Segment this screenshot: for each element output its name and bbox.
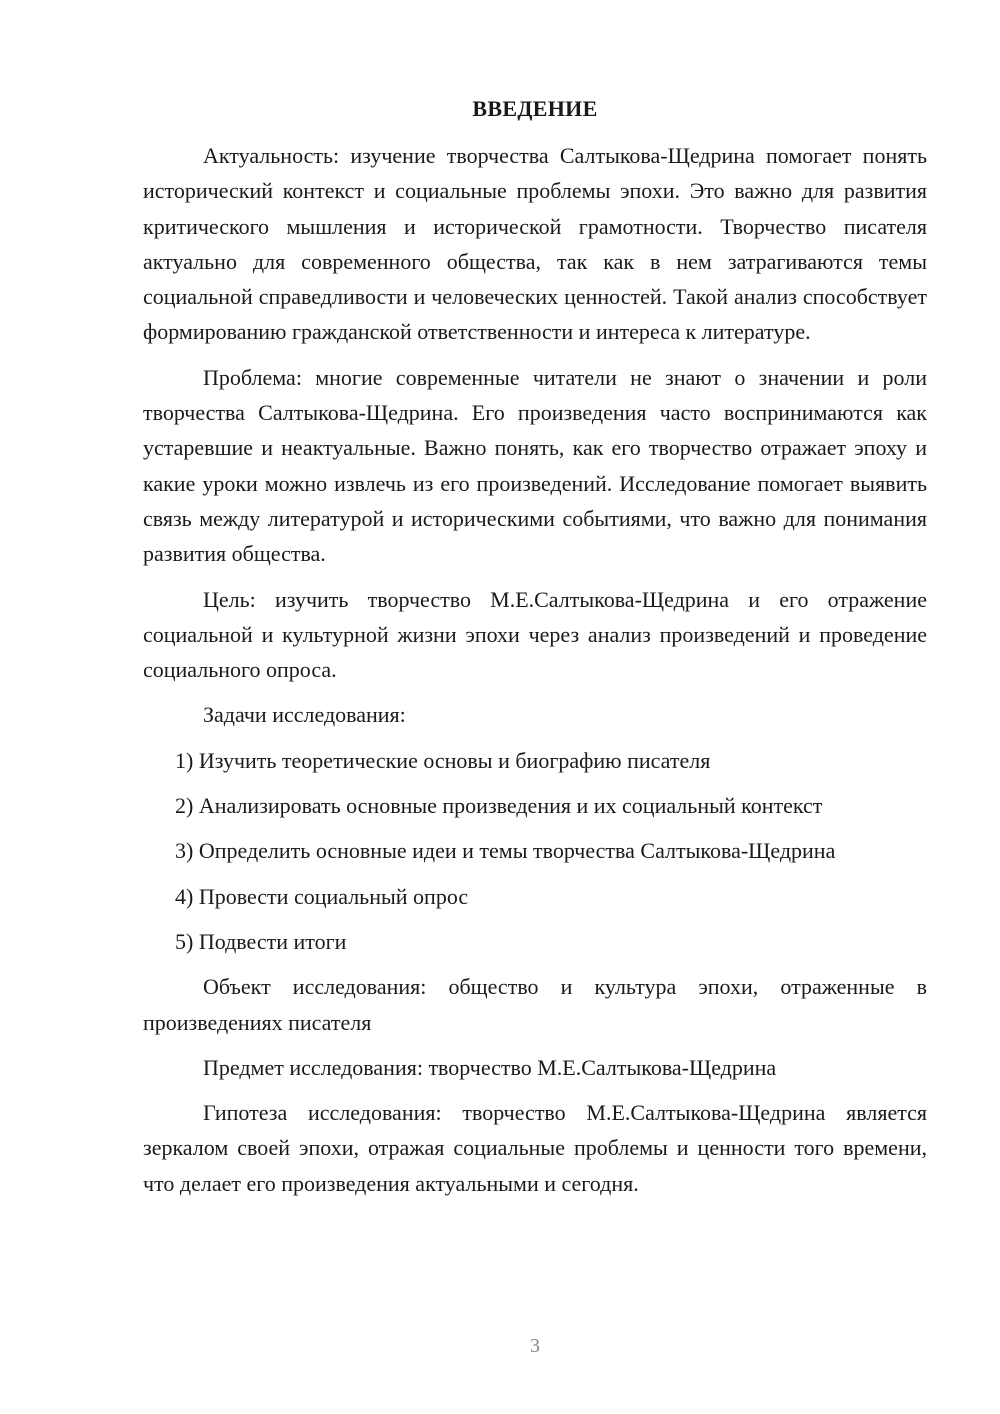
list-item-task-4: 4) Провести социальный опрос <box>175 883 469 909</box>
paragraph-object: Объект исследования: общество и культура эпохи, отраженные в произведениях писателя <box>143 974 927 1035</box>
list-item-task-1: 1) Изучить теоретические основы и биографию писателя <box>175 747 711 773</box>
paragraph-relevance: Актуальность: изучение творчества Салтыкова-Щедрина помогает понять исторический контекст и социальные проблемы эпохи. Это важно для развития критического мышления и исторической грамотности. Творчество писателя актуально для современного общества, так как в нем затрагиваются темы социальной справедливости и человеческих ценностей. Такой анализ способствует формированию гражданской ответственности и интереса к литературе. <box>143 143 927 345</box>
tasks-heading: Задачи исследования: <box>203 702 406 728</box>
page-number: 3 <box>530 1335 540 1357</box>
paragraph-hypothesis: Гипотеза исследования: творчество М.Е.Салтыкова-Щедрина является зеркалом своей эпохи, отражая социальные проблемы и ценности того времени, что делает его произведения актуальными и сегодня. <box>143 1100 927 1196</box>
paragraph-subject: Предмет исследования: творчество М.Е.Салтыкова-Щедрина <box>203 1054 777 1080</box>
list-item-task-3: 3) Определить основные идеи и темы творчества Салтыкова-Щедрина <box>175 838 836 864</box>
paragraph-goal: Цель: изучить творчество М.Е.Салтыкова-Щедрина и его отражение социальной и культурной жизни эпохи через анализ произведений и проведение социального опроса. <box>143 586 927 683</box>
tasks-list <box>143 743 927 959</box>
list-item-task-2: 2) Анализировать основные произведения и их социальный контекст <box>175 793 823 819</box>
page-title: ВВЕДЕНИЕ <box>472 96 598 121</box>
list-item-task-5: 5) Подвести итоги <box>175 928 347 954</box>
paragraph-problem: Проблема: многие современные читатели не знают о значении и роли творчества Салтыкова-Щедрина. Его произведения часто воспринимаются как устаревшие и неактуальные. Важно понять, как его творчество отражает эпоху и какие уроки можно извлечь из его произведений. Исследование помогает выявить связь между литературой и историческими событиями, что важно для понимания развития общества. <box>143 364 927 567</box>
